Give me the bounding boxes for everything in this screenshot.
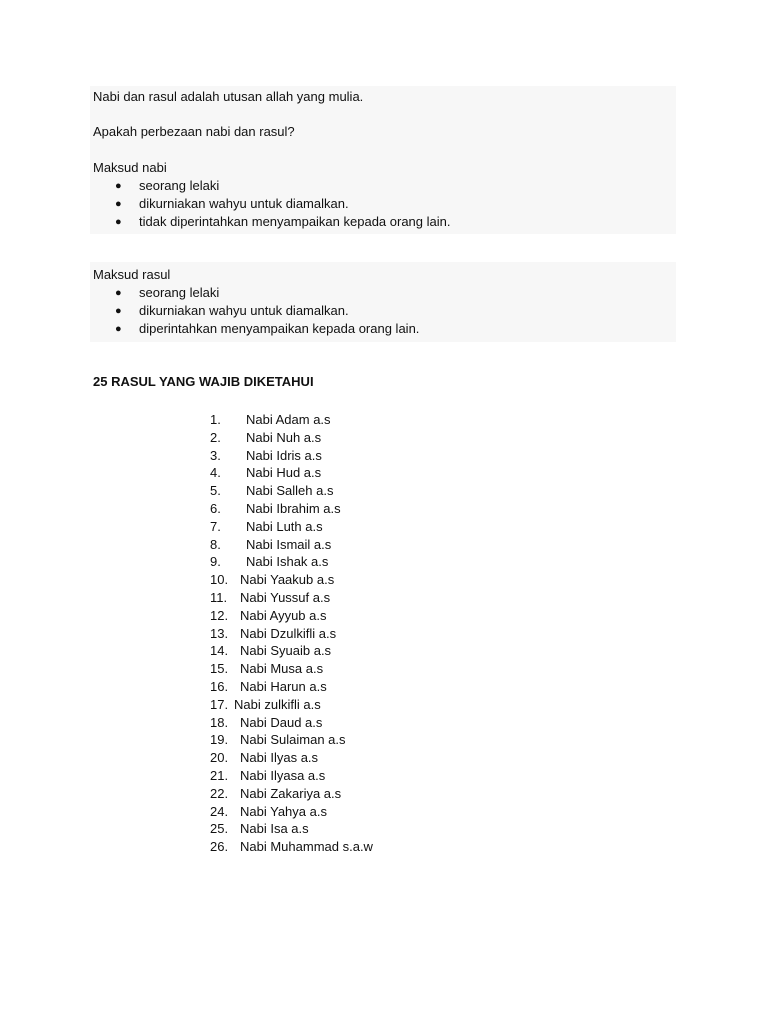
- item-number: 3.: [210, 447, 221, 463]
- item-name: Nabi Ismail a.s: [246, 536, 332, 552]
- list-item: [210, 767, 373, 785]
- item-number: 22.: [210, 785, 229, 801]
- item-number: 19.: [210, 732, 229, 748]
- list-item: [210, 749, 373, 767]
- list-item: [93, 195, 450, 213]
- item-name: Nabi Ilyas a.s: [240, 750, 319, 766]
- item-number: 16.: [210, 678, 229, 694]
- nabi-bullet-list: [93, 177, 450, 231]
- item-name: Nabi Syuaib a.s: [240, 643, 332, 659]
- rasul-numbered-list: [210, 411, 373, 856]
- bullet-icon: ●: [115, 287, 122, 299]
- item-name: Nabi Daud a.s: [240, 714, 323, 730]
- list-item: [210, 696, 373, 714]
- nabi-definition-section: [93, 159, 450, 231]
- item-name: Nabi Isa a.s: [240, 821, 309, 837]
- list-item: [210, 607, 373, 625]
- bullet-icon: ●: [115, 198, 122, 210]
- item-number: 24.: [210, 803, 229, 819]
- rasul-list-heading: 25 RASUL YANG WAJIB DIKETAHUI: [93, 374, 314, 389]
- bullet-text: diperintahkan menyampaikan kepada orang lain.: [139, 321, 420, 336]
- bullet-icon: ●: [115, 323, 122, 335]
- item-name: Nabi Zakariya a.s: [240, 785, 342, 801]
- item-name: Nabi Hud a.s: [246, 465, 322, 481]
- bullet-icon: ●: [115, 216, 122, 228]
- list-item: [210, 518, 373, 536]
- list-item: [210, 660, 373, 678]
- list-item: [210, 464, 373, 482]
- item-number: 15.: [210, 661, 229, 677]
- bullet-text: seorang lelaki: [139, 178, 220, 193]
- item-number: 9.: [210, 554, 221, 570]
- item-name: Nabi Yahya a.s: [240, 803, 327, 819]
- item-name: Nabi Dzulkifli a.s: [240, 625, 337, 641]
- item-number: 11.: [210, 589, 228, 605]
- list-item: [210, 820, 373, 838]
- item-number: 12.: [210, 607, 229, 623]
- item-number: 1.: [210, 412, 221, 427]
- item-number: 7.: [210, 518, 221, 534]
- item-number: 13.: [210, 625, 229, 641]
- item-number: 4.: [210, 465, 221, 481]
- list-item: [93, 320, 419, 338]
- list-item: [210, 625, 373, 643]
- bullet-text: seorang lelaki: [139, 285, 220, 300]
- item-name: Nabi Ayyub a.s: [240, 607, 327, 623]
- item-number: 18.: [210, 714, 229, 730]
- list-item: [210, 482, 373, 500]
- item-name: Nabi Nuh a.s: [246, 429, 322, 445]
- list-item: [210, 553, 373, 571]
- item-number: 20.: [210, 750, 229, 766]
- list-item: [93, 284, 419, 302]
- bullet-text: tidak diperintahkan menyampaikan kepada orang lain.: [139, 214, 451, 229]
- list-item: [210, 803, 373, 821]
- item-number: 5.: [210, 483, 221, 499]
- item-name: Nabi Ishak a.s: [246, 554, 329, 570]
- bullet-text: dikurniakan wahyu untuk diamalkan.: [139, 196, 349, 211]
- list-item: [210, 447, 373, 465]
- list-item: [210, 785, 373, 803]
- question-text: Apakah perbezaan nabi dan rasul?: [93, 124, 295, 139]
- rasul-definition-section: [93, 266, 419, 338]
- item-number: 10.: [210, 572, 229, 588]
- item-name: Nabi Muhammad s.a.w: [240, 839, 373, 855]
- list-item: [210, 589, 373, 607]
- bullet-text: dikurniakan wahyu untuk diamalkan.: [139, 303, 349, 318]
- item-name: Nabi Ilyasa a.s: [240, 767, 326, 783]
- item-name: Nabi Yaakub a.s: [240, 572, 335, 588]
- list-item: [93, 213, 450, 231]
- list-item: [210, 731, 373, 749]
- list-item: [210, 714, 373, 732]
- list-item: [210, 571, 373, 589]
- item-name: Nabi Idris a.s: [246, 447, 322, 463]
- list-item: [210, 642, 373, 660]
- item-name: Nabi Sulaiman a.s: [240, 732, 346, 748]
- item-number: 8.: [210, 536, 221, 552]
- item-number: 2.: [210, 429, 221, 445]
- item-number: 6.: [210, 500, 221, 516]
- list-item: [210, 411, 373, 429]
- list-item: [93, 177, 450, 195]
- item-number: 26.: [210, 839, 229, 855]
- intro-sentence: Nabi dan rasul adalah utusan allah yang mulia.: [93, 89, 364, 104]
- item-name: Nabi Musa a.s: [240, 661, 324, 677]
- item-name: Nabi Yussuf a.s: [240, 589, 331, 605]
- item-name: Nabi Luth a.s: [246, 518, 323, 534]
- rasul-bullet-list: [93, 284, 419, 338]
- item-name: Nabi Salleh a.s: [246, 483, 334, 499]
- list-item: [93, 302, 419, 320]
- item-number: 21.: [210, 767, 229, 783]
- item-number: 14.: [210, 643, 229, 659]
- rasul-section-title: Maksud rasul: [93, 267, 171, 282]
- list-item: [210, 678, 373, 696]
- item-name: Nabi Ibrahim a.s: [246, 500, 341, 516]
- item-name: Nabi Harun a.s: [240, 678, 327, 694]
- item-number: 17.: [210, 696, 229, 712]
- list-item: [210, 536, 373, 554]
- item-name: Nabi Adam a.s: [246, 412, 331, 427]
- list-item: [210, 429, 373, 447]
- nabi-section-title: Maksud nabi: [93, 160, 167, 175]
- item-name: Nabi zulkifli a.s: [234, 696, 321, 712]
- bullet-icon: ●: [115, 305, 122, 317]
- bullet-icon: ●: [115, 180, 122, 192]
- list-item: [210, 500, 373, 518]
- item-number: 25.: [210, 821, 229, 837]
- list-item: [210, 838, 373, 856]
